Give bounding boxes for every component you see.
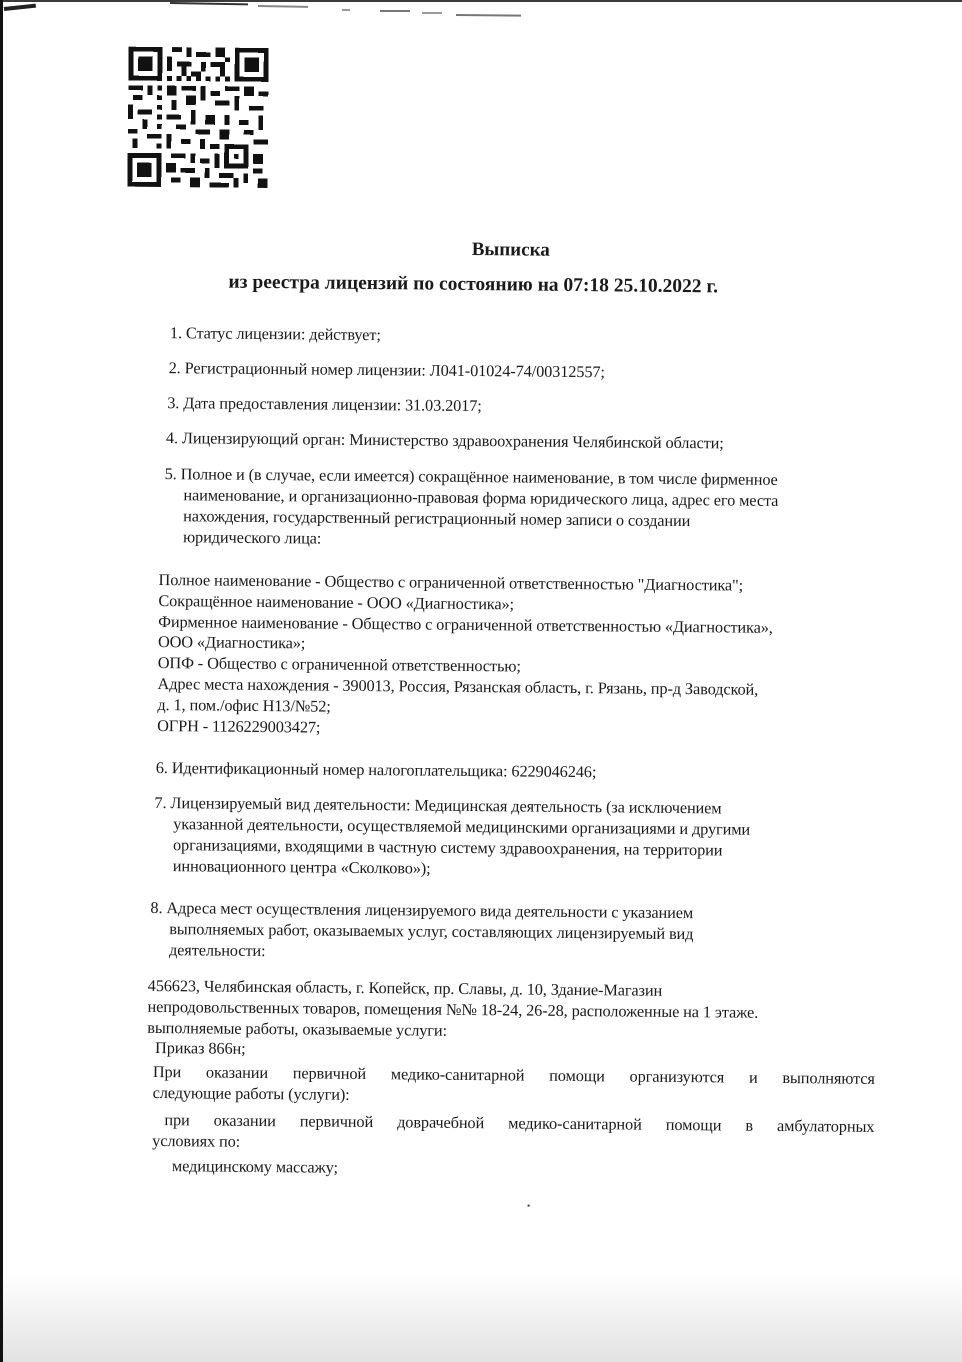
item-licensing-authority: 4. Лицензирующий орган: Министерство здравоохранения Челябинской области; [165,428,724,453]
activity-address-line: выполняемые работы, оказываемые услуги: [147,1017,448,1040]
services-intro: При оказании первичной медико-санитарной помощи организуются и выполняются следующие работы (услуги): [152,1061,875,1104]
qr-code-icon [125,47,270,188]
scan-bottom-shadow [3,1272,962,1362]
grant-date-text: Дата предоставления лицензии: 31.03.2017; [183,393,482,416]
activity-address-line: 456623, Челябинская область, г. Копейск, пр. Славы, д. 10, Здание-Магазин [147,975,663,1000]
organization-details [157,570,773,742]
scan-speck [528,1205,530,1207]
org-ogrn: ОГРН - 1126229003427; [157,715,321,737]
document-subtitle: из реестра лицензий по состоянию на 07:18 25.10.2022 г. [228,271,719,298]
org-full-name: Полное наименование - Общество с ограниченной ответственностью "Диагностика"; [158,569,744,595]
item-grant-date: 3. Дата предоставления лицензии: 31.03.2017; [167,393,482,416]
org-short-name: Сокращённое наименование - ООО «Диагностика»; [158,590,515,614]
tax-id-text: Идентификационный номер налогоплательщика: 6229046246; [171,758,597,782]
activity-address-line: непродовольственных товаров, помещения №№ 18-24, 26-28, расположенные на 1 этаже. [147,996,759,1022]
activity-address-block [147,976,759,1065]
org-brand-name-short: ООО «Диагностика»; [157,632,306,653]
order-reference: Приказ 866н; [155,1038,246,1059]
item-license-status: 1. Статус лицензии: действует; [169,323,381,345]
item-licensed-activity: 7. Лицензируемый вид деятельности: Медицинская деятельность (за исключением указанной деятельности, осуществляемой медицинскими организациями и другими организациями, входящими в частную систему здравоохранения, на территории инновационного центра «Сколково»); [154,792,751,878]
org-address-cont: д. 1, пом./офис Н13/№52; [157,694,331,716]
item-tax-id: 6. Идентификационный номер налогоплательщика: 6229046246; [155,757,597,782]
license-status-text: Статус лицензии: действует; [185,323,381,345]
document-title: Выписка [471,238,550,261]
registration-number-text: Регистрационный номер лицензии: Л041-01024-74/00312557; [184,358,605,382]
item-organization-names: 5. Полное и (в случае, если имеется) сокращённое наименование, в том числе фирменное наименование, и организационно-правовая форма юридического лица, адрес его места нахождения, государственный регистрационный номер записи о создании юридического лица: [164,464,779,548]
item-activity-addresses: 8. Адреса мест осуществления лицензируемого вида деятельности с указанием выполняемых работ, оказываемых услуг, составляющих лицензируемый вид деятельности: [150,897,694,961]
org-legal-form: ОПФ - Общество с ограниченной ответственностью; [157,653,521,676]
item-registration-number: 2. Регистрационный номер лицензии: Л041-01024-74/00312557; [168,358,605,382]
licensing-authority-text: Лицензирующий орган: Министерство здравоохранения Челябинской области; [181,428,724,453]
service-item-massage: медицинскому массажу; [171,1156,339,1177]
services-sub: при оказании первичной доврачебной медико-санитарной помощи в амбулаторных условиях по: [152,1110,875,1151]
org-brand-name: Фирменное наименование - Общество с ограниченной ответственностью «Диагностика», [158,611,773,637]
org-address: Адрес места нахождения - 390013, Россия, Рязанская область, г. Рязань, пр-д Заводской, [157,673,759,699]
